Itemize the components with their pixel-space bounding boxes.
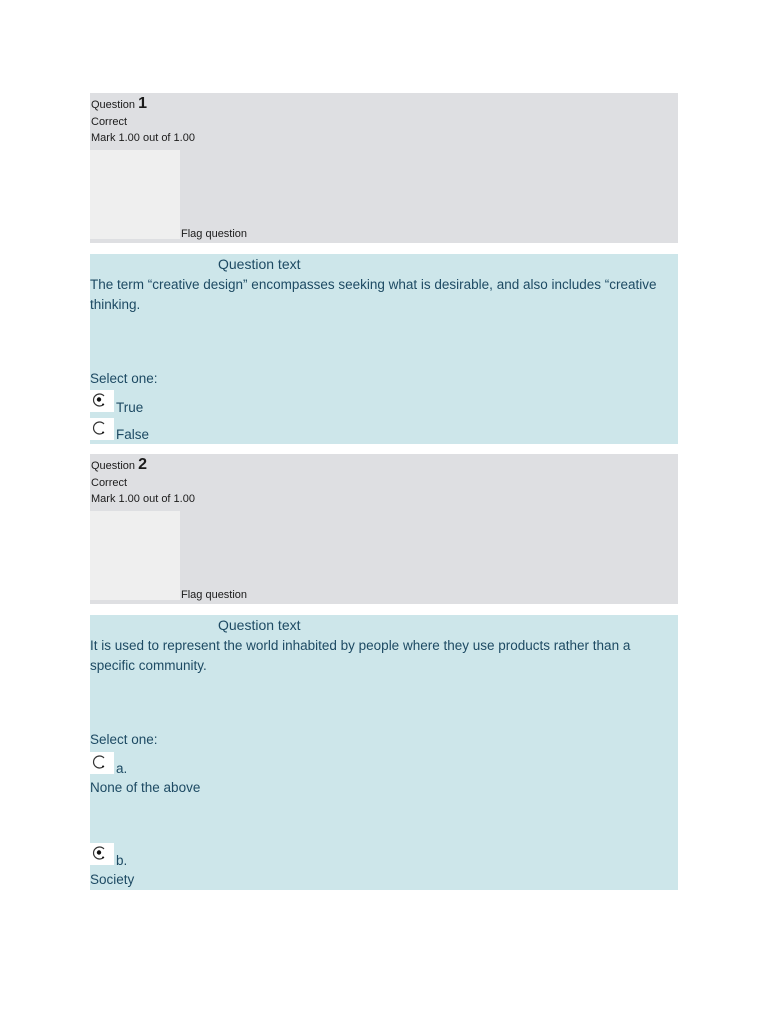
question-text-heading: Question text	[218, 615, 678, 635]
question-label: Question	[91, 460, 136, 472]
question-2-content	[90, 615, 678, 890]
select-one-prompt: Select one:	[90, 732, 158, 747]
question-grade: Mark 1.00 out of 1.00	[91, 493, 195, 505]
radio-false[interactable]	[90, 418, 114, 440]
option-false-label[interactable]: False	[116, 427, 150, 442]
question-1-content	[90, 254, 678, 444]
question-state: Correct	[91, 116, 128, 128]
question-1-info	[90, 93, 678, 243]
option-a-text[interactable]: None of the above	[90, 780, 201, 795]
select-one-prompt: Select one:	[90, 371, 158, 386]
question-2-info	[90, 454, 678, 604]
flag-question-link[interactable]: Flag question	[181, 589, 248, 601]
radio-option-a[interactable]	[90, 752, 114, 774]
radio-selected-icon	[92, 845, 108, 861]
radio-selected-icon	[92, 392, 108, 408]
question-text-heading: Question text	[218, 254, 678, 274]
radio-true[interactable]	[90, 390, 114, 412]
flag-icon-area[interactable]	[90, 150, 180, 239]
question-state: Correct	[91, 477, 128, 489]
radio-unselected-icon	[92, 420, 108, 436]
option-true-label[interactable]: True	[116, 400, 144, 415]
flag-icon-area[interactable]	[90, 511, 180, 600]
option-b-text[interactable]: Society	[90, 872, 135, 887]
question-text: The term “creative design” encompasses seeking what is desirable, and also includes “creative thinking.	[90, 277, 657, 312]
option-a-letter[interactable]: a.	[116, 761, 128, 776]
flag-question-link[interactable]: Flag question	[181, 228, 248, 240]
question-grade: Mark 1.00 out of 1.00	[91, 132, 195, 144]
question-number-value: 1	[138, 95, 147, 112]
question-text: It is used to represent the world inhabited by people where they use products rather than a specific community.	[90, 638, 631, 673]
question-label: Question	[91, 99, 136, 111]
question-number	[91, 95, 147, 113]
radio-option-b[interactable]	[90, 843, 114, 865]
question-number-value: 2	[138, 456, 147, 473]
radio-unselected-icon	[92, 754, 108, 770]
option-b-letter[interactable]: b.	[116, 853, 128, 868]
question-number	[91, 456, 147, 474]
